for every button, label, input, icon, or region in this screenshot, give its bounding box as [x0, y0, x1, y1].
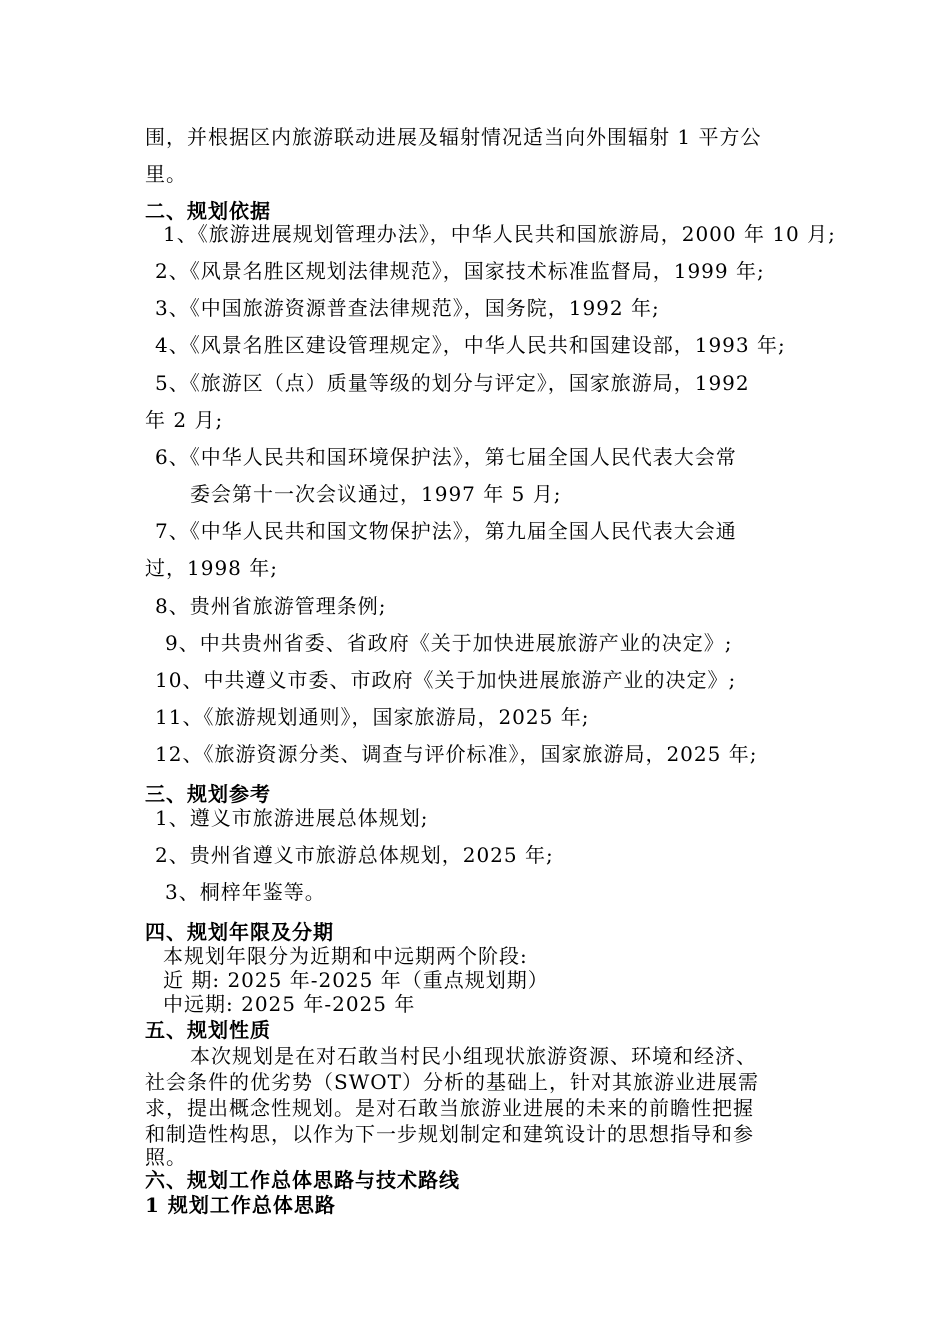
- nature-para-line-3: 求，提出概念性规划。是对石敢当旅游业进展的未来的前瞻性把握: [145, 1096, 754, 1120]
- nature-para-line-2: 社会条件的优劣势（SWOT）分析的基础上，针对其旅游业进展需: [145, 1070, 759, 1094]
- period-intro: 本规划年限分为近期和中远期两个阶段:: [163, 944, 528, 968]
- basis-item-6-cont: 委会第十一次会议通过，1997 年 5 月;: [190, 482, 562, 506]
- basis-item-7: 7、《中华人民共和国文物保护法》，第九届全国人民代表大会通: [155, 519, 737, 543]
- section-heading-period: 四、规划年限及分期: [145, 920, 334, 944]
- basis-item-12: 12、《旅游资源分类、调查与评价标准》，国家旅游局，2025 年;: [155, 742, 758, 766]
- basis-item-10: 10、中共遵义市委、市政府《关于加快进展旅游产业的决定》;: [155, 668, 737, 692]
- section-heading-basis: 二、规划依据: [145, 199, 271, 223]
- section-heading-reference: 三、规划参考: [145, 782, 271, 806]
- section-heading-approach: 六、规划工作总体思路与技术路线: [145, 1168, 460, 1192]
- period-near: 近 期: 2025 年-2025 年（重点规划期）: [163, 968, 549, 992]
- basis-item-11: 11、《旅游规划通则》，国家旅游局，2025 年;: [155, 705, 590, 729]
- period-mid: 中远期: 2025 年-2025 年: [163, 992, 416, 1016]
- basis-item-6: 6、《中华人民共和国环境保护法》，第七届全国人民代表大会常: [155, 445, 737, 469]
- basis-item-7-cont: 过，1998 年;: [145, 556, 278, 580]
- reference-item-1: 1、遵义市旅游进展总体规划;: [155, 806, 429, 830]
- basis-item-9: 9、中共贵州省委、省政府《关于加快进展旅游产业的决定》;: [165, 631, 733, 655]
- basis-item-2: 2、《风景名胜区规划法律规范》，国家技术标准监督局，1999 年;: [155, 259, 765, 283]
- reference-item-2: 2、贵州省遵义市旅游总体规划，2025 年;: [155, 843, 554, 867]
- basis-item-5-cont: 年 2 月;: [145, 408, 224, 432]
- reference-item-3: 3、桐梓年鉴等。: [165, 880, 326, 904]
- intro-line-2: 里。: [145, 162, 187, 186]
- nature-para-line-1: 本次规划是在对石敢当村民小组现状旅游资源、环境和经济、: [190, 1044, 757, 1068]
- section-heading-nature: 五、规划性质: [145, 1018, 271, 1042]
- basis-item-1: 1、《旅游进展规划管理办法》，中华人民共和国旅游局，2000 年 10 月;: [163, 222, 836, 246]
- nature-para-line-4: 和制造性构思，以作为下一步规划制定和建筑设计的思想指导和参: [145, 1122, 754, 1146]
- intro-line-1: 围，并根据区内旅游联动进展及辐射情况适当向外围辐射 1 平方公: [145, 125, 762, 149]
- basis-item-3: 3、《中国旅游资源普查法律规范》，国务院，1992 年;: [155, 296, 660, 320]
- nature-para-line-5: 照。: [145, 1145, 187, 1169]
- basis-item-8: 8、贵州省旅游管理条例;: [155, 594, 387, 618]
- basis-item-4: 4、《风景名胜区建设管理规定》，中华人民共和国建设部，1993 年;: [155, 333, 786, 357]
- subsection-heading-approach: 1 规划工作总体思路: [145, 1193, 336, 1217]
- basis-item-5: 5、《旅游区（点）质量等级的划分与评定》，国家旅游局，1992: [155, 371, 750, 395]
